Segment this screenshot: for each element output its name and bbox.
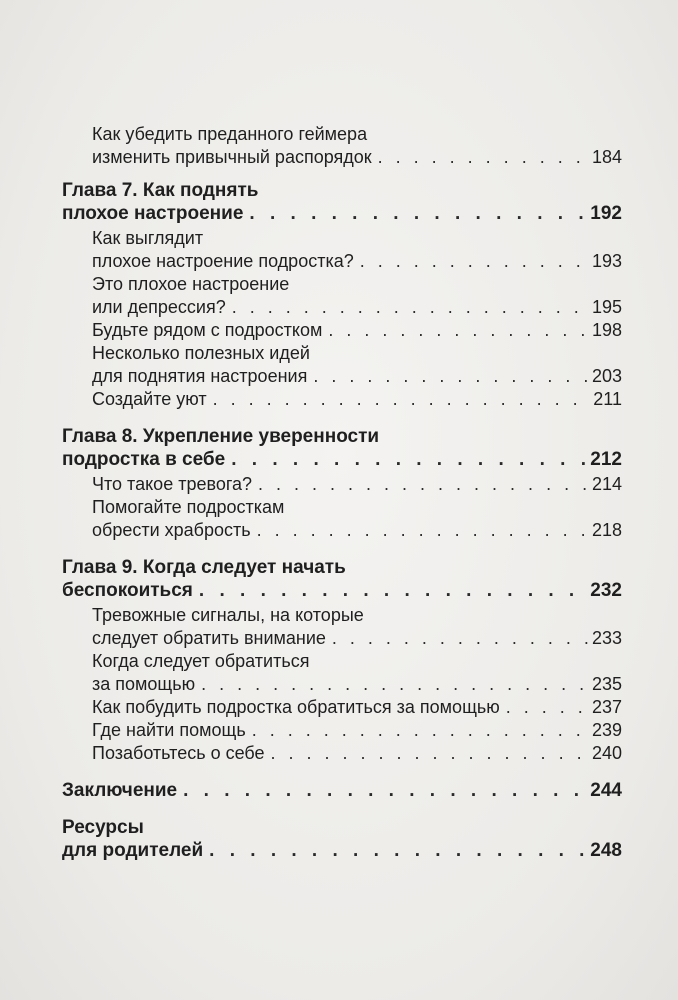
conclusion-heading: [62, 779, 622, 802]
toc-entry: [92, 273, 622, 319]
toc-entry: [92, 742, 622, 765]
dot-leader: [258, 473, 588, 496]
table-of-contents: [62, 123, 622, 864]
toc-entry-gamer: [92, 123, 622, 169]
chapter-page-number: 248: [590, 840, 622, 861]
dot-leader: [231, 448, 586, 471]
dot-leader: [183, 779, 586, 802]
toc-entry-text: Позаботьтесь о себе: [92, 743, 265, 763]
toc-entry: [92, 473, 622, 496]
toc-page-number: 218: [591, 520, 622, 540]
toc-entry: [92, 604, 622, 650]
toc-entry-text: Будьте рядом с подростком: [92, 320, 323, 340]
toc-entry: [92, 227, 622, 273]
dot-leader: [249, 202, 586, 225]
dot-leader: [506, 696, 588, 719]
toc-entry-text: обрести храбрость: [92, 520, 251, 540]
toc-entry-text: Несколько полезных идей: [92, 343, 310, 363]
chapter-page-number: 232: [590, 580, 622, 601]
toc-entry-text: или депрессия?: [92, 297, 226, 317]
chapter-title: Глава 9. Когда следует начать: [62, 557, 346, 578]
toc-page-number: 198: [591, 320, 622, 340]
toc-entry-text: Это плохое настроение: [92, 274, 290, 294]
chapter-title: плохое настроение: [62, 203, 244, 224]
dot-leader: [201, 673, 588, 696]
toc-page-number: 184: [591, 147, 622, 167]
chapter-title: Заключение: [62, 780, 178, 801]
toc-page-number: 195: [591, 297, 622, 317]
chapter-title: беспокоиться: [62, 580, 193, 601]
toc-entry-text: Помогайте подросткам: [92, 497, 285, 517]
toc-page-number: 240: [591, 743, 622, 763]
toc-entry-text: Когда следует обратиться: [92, 651, 310, 671]
toc-entry: [92, 319, 622, 342]
toc-entry-text: Как побудить подростка обратиться за помощью: [92, 697, 500, 717]
chapter-title: подростка в себе: [62, 449, 226, 470]
toc-entry: [92, 342, 622, 388]
chapter-title: для родителей: [62, 840, 204, 861]
toc-entry: [92, 388, 622, 411]
dot-leader: [328, 319, 588, 342]
toc-page-number: 235: [591, 674, 622, 694]
chapter-page-number: 212: [590, 449, 622, 470]
toc-page-number: 193: [591, 251, 622, 271]
dot-leader: [213, 388, 590, 411]
chapter-page-number: 192: [590, 203, 622, 224]
toc-entry-text: Тревожные сигналы, на которые: [92, 605, 364, 625]
toc-entry-text: Создайте уют: [92, 389, 207, 409]
toc-entry-text: Как убедить преданного геймера: [92, 124, 368, 144]
chapter-title: Глава 8. Укрепление уверенности: [62, 426, 380, 447]
chapter-7-heading: [62, 179, 622, 225]
toc-entry-text: Как выглядит: [92, 228, 204, 248]
chapter-title: Глава 7. Как поднять: [62, 180, 259, 201]
chapter-9-heading: [62, 556, 622, 602]
toc-entry: [92, 696, 622, 719]
toc-entry-text: для поднятия настроения: [92, 366, 308, 386]
toc-entry-text: следует обратить внимание: [92, 628, 326, 648]
toc-entry-text: изменить привычный распорядок: [92, 147, 372, 167]
dot-leader: [332, 627, 588, 650]
toc-page-number: 214: [591, 474, 622, 494]
toc-entry-text: плохое настроение подростка?: [92, 251, 354, 271]
toc-entry: [92, 650, 622, 696]
dot-leader: [257, 519, 588, 542]
chapter-page-number: 244: [590, 780, 622, 801]
dot-leader: [232, 296, 588, 319]
dot-leader: [360, 250, 588, 273]
dot-leader: [209, 839, 586, 862]
chapter-title: Ресурсы: [62, 817, 144, 838]
toc-entry-text: Где найти помощь: [92, 720, 246, 740]
toc-page-number: 233: [591, 628, 622, 648]
dot-leader: [271, 742, 588, 765]
toc-page-number: 211: [593, 389, 622, 409]
toc-entry: [92, 496, 622, 542]
toc-entry-text: за помощью: [92, 674, 196, 694]
dot-leader: [199, 579, 586, 602]
toc-entry-text: Что такое тревога?: [92, 474, 253, 494]
toc-page-number: 237: [591, 697, 622, 717]
resources-heading: [62, 816, 622, 862]
dot-leader: [378, 146, 588, 169]
toc-page-number: 239: [591, 720, 622, 740]
chapter-8-heading: [62, 425, 622, 471]
dot-leader: [313, 365, 588, 388]
dot-leader: [252, 719, 588, 742]
toc-entry: [92, 719, 622, 742]
toc-page-number: 203: [591, 366, 622, 386]
